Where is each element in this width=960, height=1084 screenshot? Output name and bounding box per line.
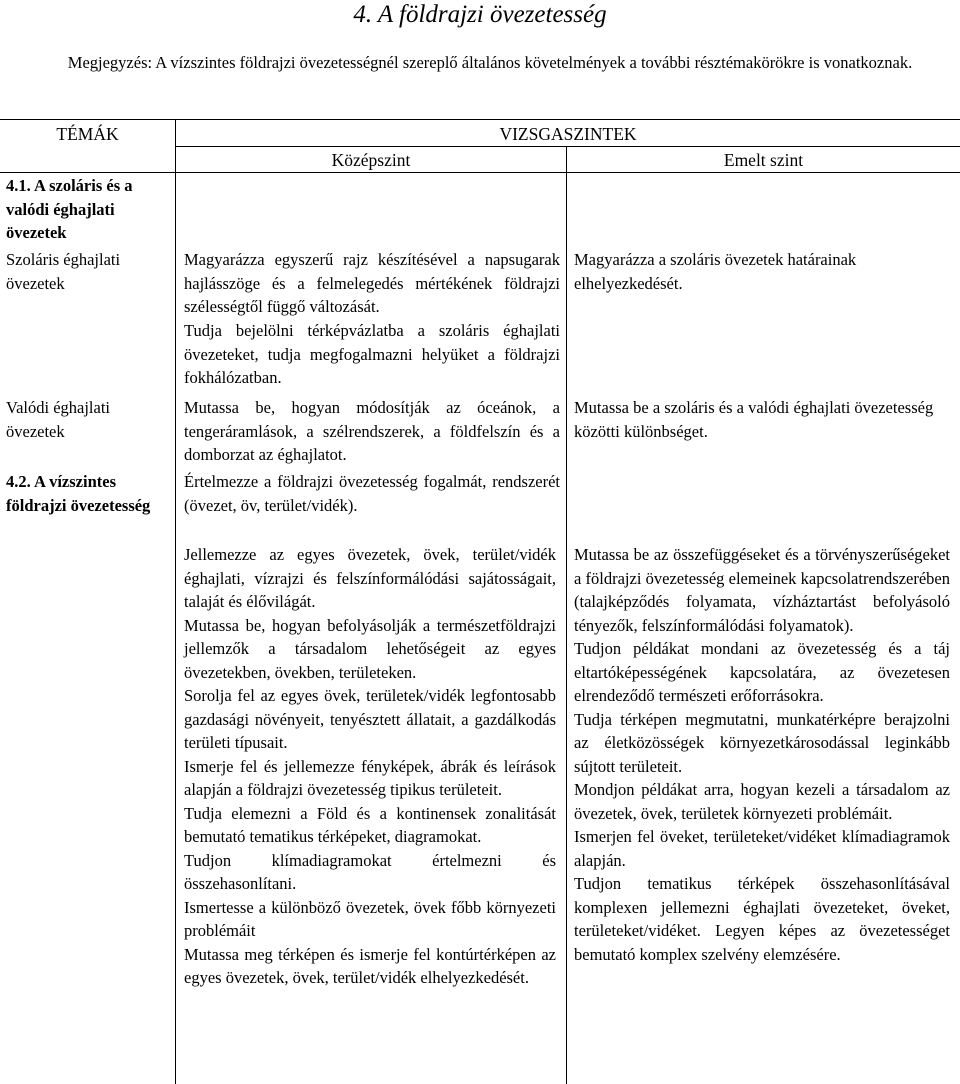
mid-item: Sorolja fel az egyes övek, területek/vidék legfontosabb gazdasági növényeit, tenyésztett állatait, a gazdálkodás területi típusait. — [184, 686, 556, 752]
mid-item: Jellemezze az egyes övezetek, övek, terület/vidék éghajlati, vízrajzi és felszínformálódási sajátosságait, talaját és élővilágát. — [184, 545, 556, 611]
mid-list — [184, 543, 556, 990]
topics-column-border — [175, 119, 176, 1084]
topic-4-1: 4.1. A szoláris és a valódi éghajlati övezetek — [6, 176, 133, 242]
topic-4-2: 4.2. A vízszintes földrajzi övezetesség — [6, 472, 151, 515]
topic-real-zones: Valódi éghajlati övezetek — [6, 398, 111, 441]
high-item: Tudjon példákat mondani az övezetesség és a táj eltartóképességének kapcsolatára, az övezetesen elrendeződő természeti erőforrásokra. — [574, 639, 950, 705]
high-list — [574, 543, 950, 966]
levels-column-border — [566, 146, 567, 1084]
page-title: 4. A földrajzi övezetesség — [353, 1, 607, 28]
exam-levels-header: VIZSGASZINTEK — [499, 124, 637, 144]
mid-item: Mutassa be, hogyan befolyásolják a természetföldrajzi jellemzők a társadalom lehetőségeit az egyes övezetekben, övekben, területeken. — [184, 615, 556, 682]
header-bottom-border — [0, 172, 960, 173]
table-top-border — [0, 119, 960, 120]
topic-solar-zones: Szoláris éghajlati övezetek — [6, 250, 121, 293]
mid-item: Tudjon klímadiagramokat értelmezni és összehasonlítani. — [184, 850, 556, 893]
topics-header: TÉMÁK — [56, 124, 119, 144]
mid-item: Mutassa be, hogyan módosítják az óceánok, a tengeráramlások, a szélrendszerek, a földfelszín és a domborzat az éghajlatot. — [184, 398, 560, 464]
mid-item: Ismertesse a különböző övezetek, övek főbb környezeti problémáit — [184, 897, 556, 940]
mid-level-header: Középszint — [331, 150, 411, 170]
mid-item: Tudja elemezni a Föld és a kontinensek zonalitását bemutató tematikus térképeket, diagramokat. — [184, 803, 556, 846]
high-item: Ismerjen fel öveket, területeket/vidéket klímadiagramok alapján. — [574, 827, 950, 870]
high-item: Mutassa be az összefüggéseket és a törvényszerűségeket a földrajzi övezetesség elemeinek kapcsolatrendszerében (talajképződés folyamata, vízháztartást befolyásoló tényezők, felszínformálódási folyamatok). — [574, 545, 950, 635]
high-item: Magyarázza a szoláris övezetek határainak elhelyezkedését. — [574, 250, 857, 293]
mid-item: Ismerje fel és jellemezze fényképek, ábrák és leírások alapján a földrajzi övezetesség tipikus területeit. — [184, 756, 556, 799]
high-level-header: Emelt szint — [723, 150, 804, 170]
high-item: Tudja térképen megmutatni, munkatérképre berajzolni az életközösségek környezetkárosodással leginkább sújtott területeit. — [574, 709, 950, 776]
mid-item: Értelmezze a földrajzi övezetesség fogalmát, rendszerét (övezet, öv, terület/vidék). — [184, 472, 560, 515]
exam-header-divider — [176, 146, 960, 147]
mid-item: Magyarázza egyszerű rajz készítésével a napsugarak hajlásszöge és a felmelegedés mértékének földrajzi szélességtől függő változását. — [184, 250, 560, 316]
mid-item: Tudja bejelölni térképvázlatba a szoláris éghajlati övezeteket, tudja megfogalmazni helyüket a földrajzi fokhálózatban. — [184, 321, 560, 387]
high-item: Mondjon példákat arra, hogyan kezeli a társadalom az övezetek, övek, területek környezeti problémáit. — [574, 780, 950, 823]
high-item: Mutassa be a szoláris és a valódi éghajlati övezetesség közötti különbséget. — [574, 398, 934, 441]
mid-item: Mutassa meg térképen és ismerje fel kontúrtérképen az egyes övezetek, övek, terület/vidék elhelyezkedését. — [184, 944, 556, 987]
note: Megjegyzés: A vízszintes földrajzi övezetességnél szereplő általános követelmények a további résztémakörökre is vonatkoznak. — [67, 53, 913, 72]
high-item: Tudjon tematikus térképek összehasonlításával komplexen jellemezni éghajlati övezeteket, öveket, területeket/vidéket. Legyen képes az övezetességet bemutató komplex szelvény elemzésére. — [574, 874, 950, 964]
